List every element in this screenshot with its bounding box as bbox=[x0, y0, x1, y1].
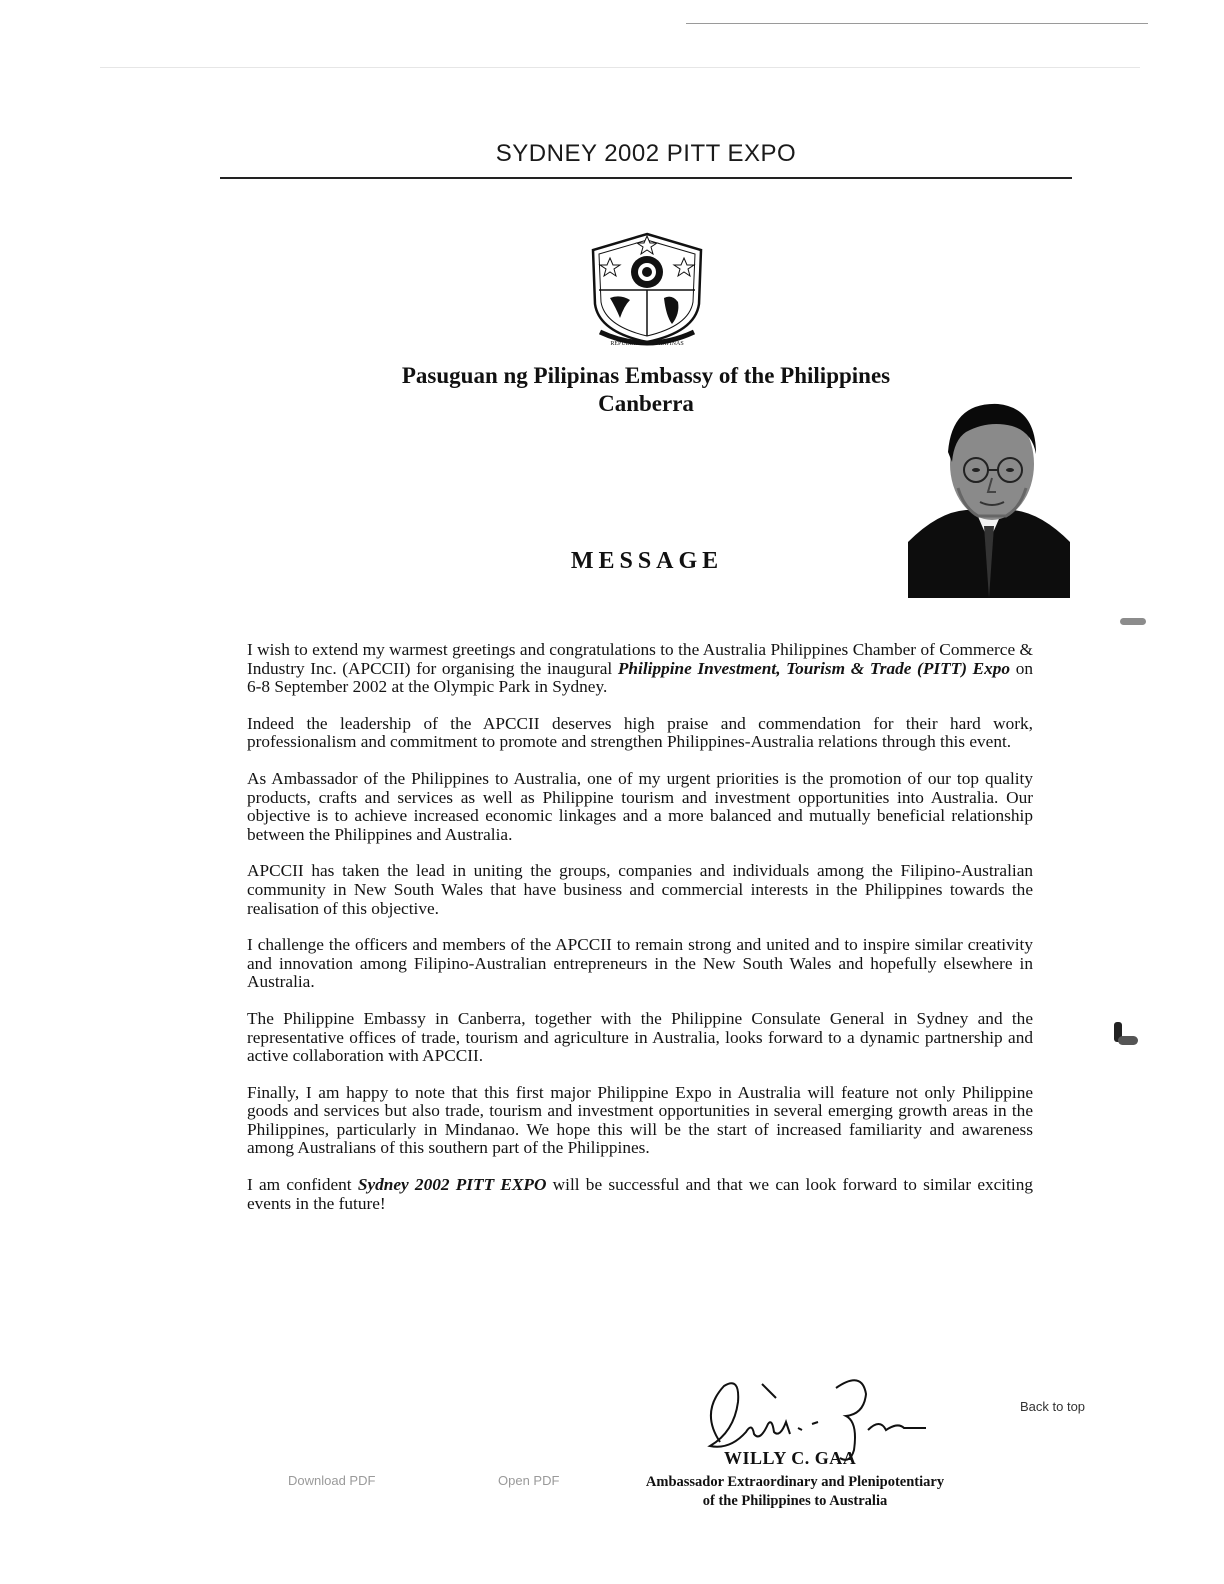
back-to-top-link[interactable]: Back to top bbox=[1020, 1399, 1086, 1414]
paragraph-text: APCCII has taken the lead in uniting the groups, companies and individuals among the Filipino-Australian community in New South Wales that have business and commercial interests in the Philippines towards the realisation of this objective. bbox=[247, 861, 1033, 918]
paragraph-text: Indeed the leadership of the APCCII deserves high praise and commendation for their hard work, professionalism and commitment to promote and strengthen Philippines-Australia relations through this event. bbox=[247, 713, 1033, 752]
paragraph-text: Finally, I am happy to note that this first major Philippine Expo in Australia will feature not only Philippine goods and services but also trade, tourism and investment opportunities in several emerging growth areas in the Philippines, particularly in Mindanao. We hope this will be the start of increased familiarity and awareness among Australians of this southern part of the Philippines. bbox=[247, 1082, 1033, 1158]
message-body bbox=[247, 641, 1033, 1231]
scan-artifact-line bbox=[100, 67, 1140, 68]
philippine-coat-of-arms-seal bbox=[580, 228, 714, 348]
message-paragraph bbox=[247, 715, 1033, 752]
paragraph-text: on 6-8 September 2002 at the Olympic Park in Sydney. bbox=[247, 658, 1033, 697]
message-heading: MESSAGE bbox=[570, 548, 724, 574]
scan-artifact-speck bbox=[1118, 1036, 1138, 1045]
scan-artifact-line bbox=[686, 23, 1148, 24]
paragraph-text: will be successful and that we can look forward to similar exciting events in the future! bbox=[247, 1175, 1033, 1213]
scan-artifact-speck bbox=[1120, 618, 1146, 625]
paragraph-text: I wish to extend my warmest greetings and congratulations to the Australia Philippines Chamber of Commerce & Industry Inc. (APCCII) for organising the inaugural bbox=[247, 640, 1033, 678]
open-pdf-link[interactable]: Open PDF bbox=[498, 1473, 560, 1488]
seal-inscription: REPUBLIKA NG PILIPINAS bbox=[610, 341, 684, 347]
emphasized-event-name: Philippine Investment, Tourism & Trade (PITT) Expo bbox=[617, 658, 1011, 678]
emphasized-event-name: Sydney 2002 PITT EXPO bbox=[357, 1175, 547, 1195]
paragraph-text: As Ambassador of the Philippines to Australia, one of my urgent priorities is the promotion of our top quality products, crafts and services as well as Philippine tourism and investment opportunities into Australia. Our objective is to achieve increased economic linkages and a more balanced and mutually beneficial relationship between the Philippines and Australia. bbox=[247, 768, 1033, 844]
paragraph-text: The Philippine Embassy in Canberra, together with the Philippine Consulate General in Sydney and the representative offices of trade, tourism and agriculture in Australia, looks forward to a dynamic partnership and active collaboration with APCCII. bbox=[247, 1008, 1033, 1066]
message-paragraph bbox=[247, 641, 1033, 697]
message-paragraph bbox=[247, 862, 1033, 918]
message-paragraph bbox=[247, 1176, 1033, 1213]
paragraph-text: I am confident bbox=[247, 1175, 358, 1195]
message-paragraph bbox=[247, 1084, 1033, 1158]
embassy-name: Pasuguan ng Pilipinas Embassy of the Philippines bbox=[401, 363, 891, 388]
ambassador-portrait-photo bbox=[908, 392, 1070, 598]
signatory-name: WILLY C. GAA bbox=[724, 1448, 857, 1468]
message-paragraph bbox=[247, 1010, 1033, 1066]
message-paragraph bbox=[247, 770, 1033, 844]
message-paragraph bbox=[247, 936, 1033, 992]
document-header-title: SYDNEY 2002 PITT EXPO bbox=[495, 140, 797, 167]
embassy-city: Canberra bbox=[598, 391, 694, 416]
signatory-title-line-1: Ambassador Extraordinary and Plenipotentiary bbox=[645, 1474, 945, 1490]
signatory-title-line-2: of the Philippines to Australia bbox=[702, 1493, 888, 1509]
download-pdf-link[interactable]: Download PDF bbox=[288, 1473, 376, 1488]
paragraph-text: I challenge the officers and members of the APCCII to remain strong and united and to inspire similar creativity and innovation among Filipino-Australian entrepreneurs in the New South Wales and hopefully elsewhere in Australia. bbox=[247, 935, 1033, 992]
header-rule bbox=[220, 177, 1072, 179]
